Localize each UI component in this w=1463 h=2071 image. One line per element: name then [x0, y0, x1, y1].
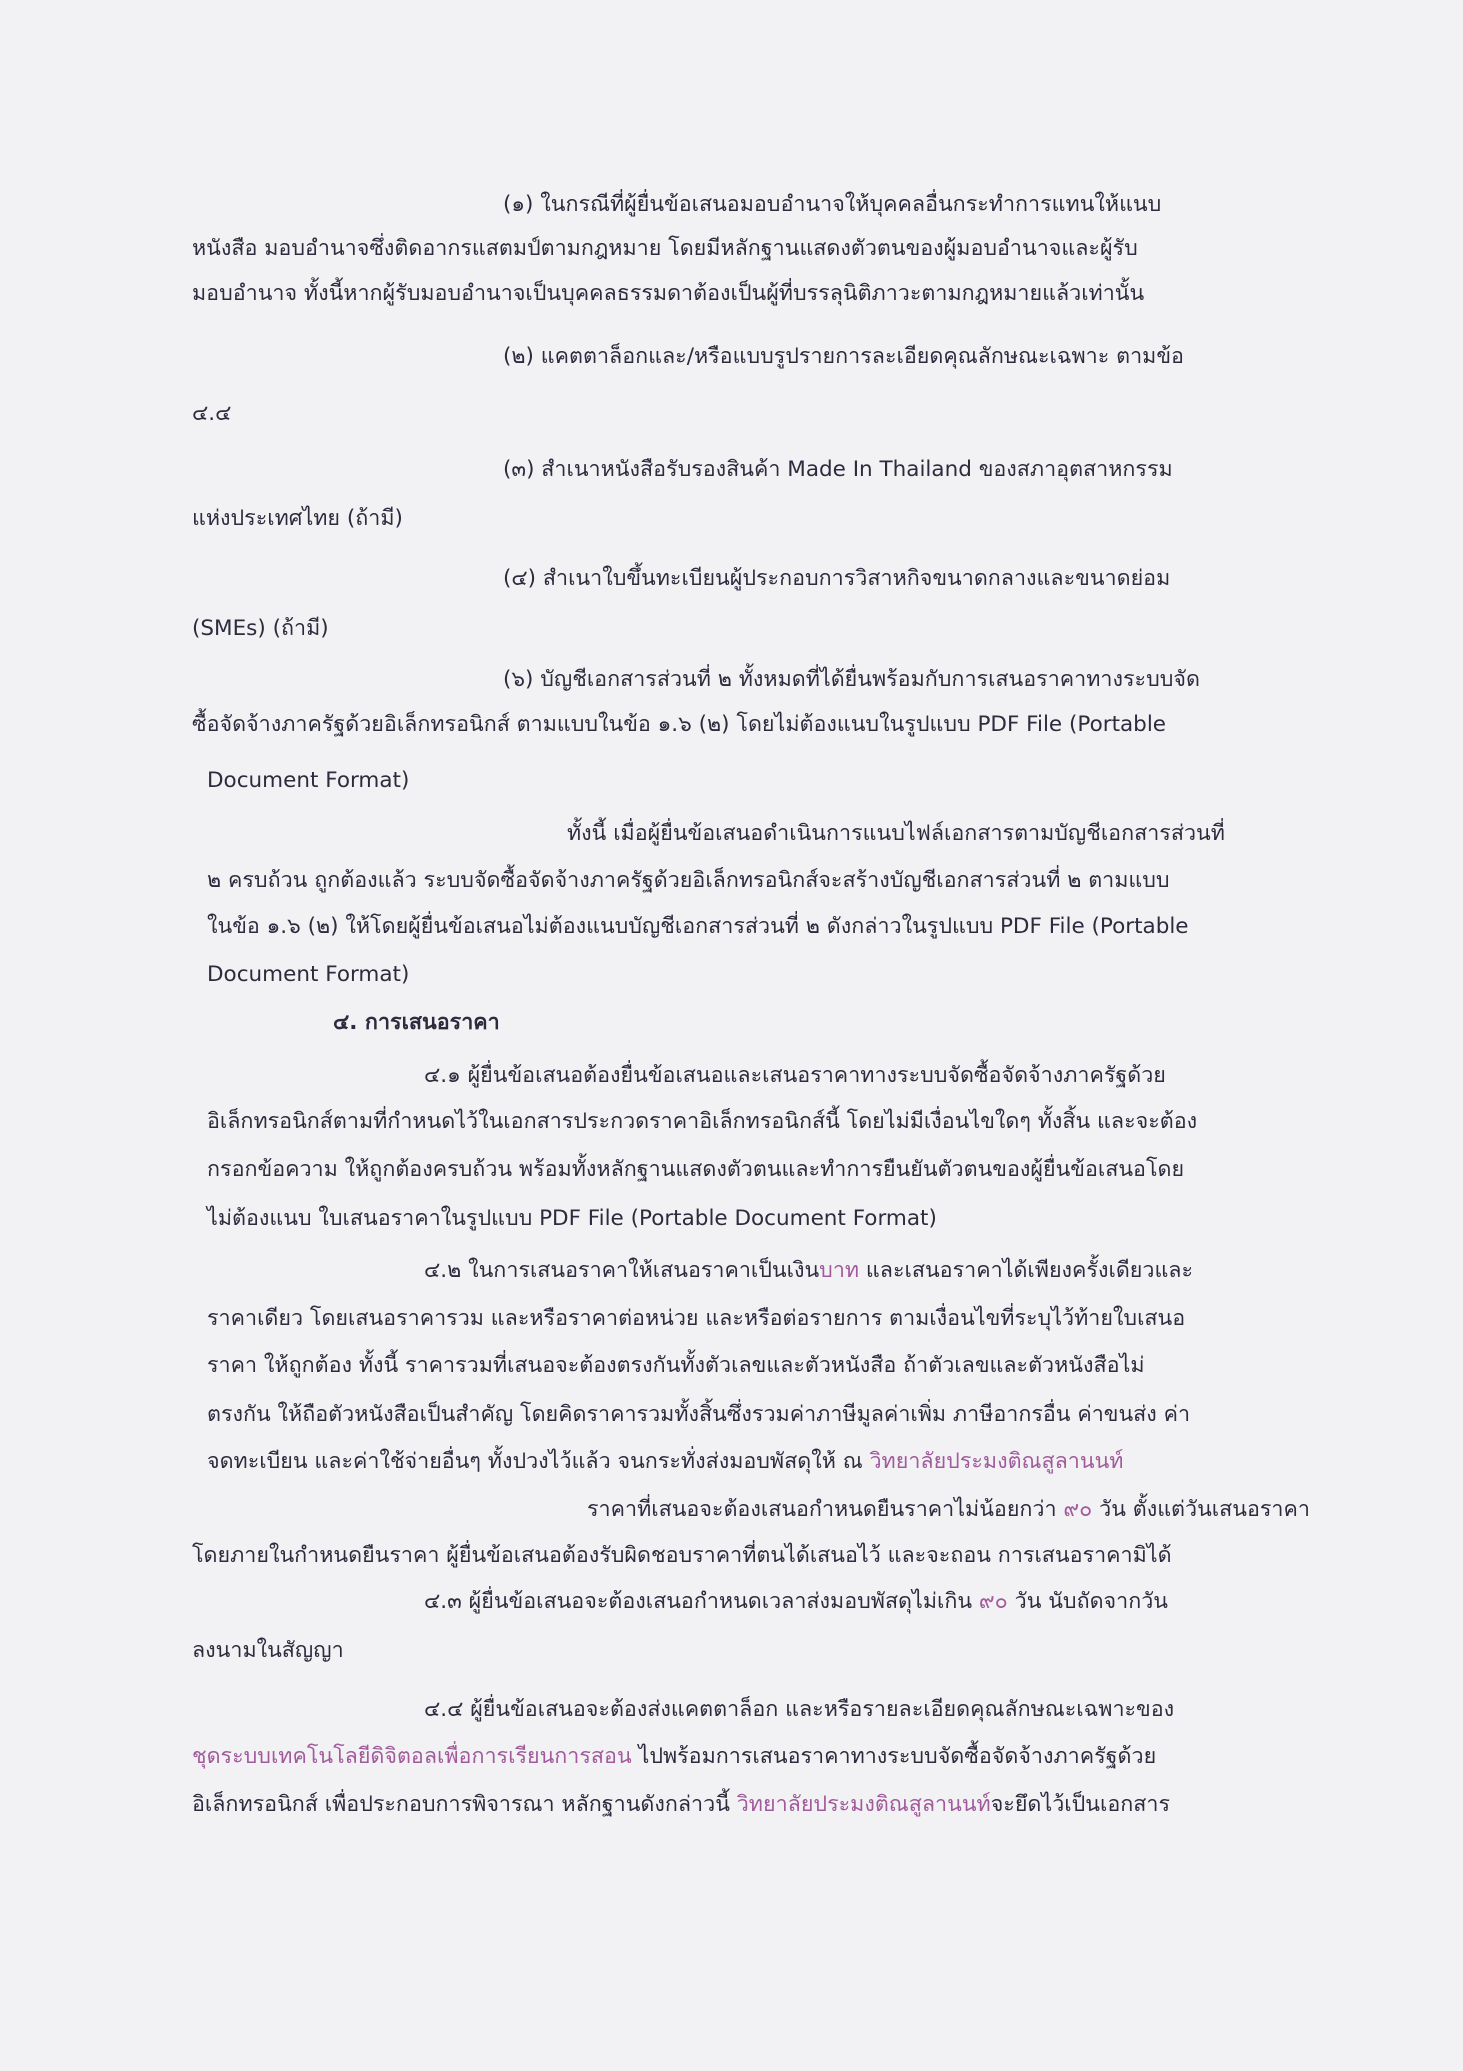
text-line: อิเล็กทรอนิกส์ตามที่กำหนดไว้ในเอกสารประกวดราคาอิเล็กทรอนิกส์นี้ โดยไม่มีเงื่อนไขใดๆ ทั้งสิ้น และจะต้อง: [207, 1109, 1198, 1134]
text-line: (SMEs) (ถ้ามี): [192, 616, 329, 641]
text-line: ในข้อ ๑.๖ (๒) ให้โดยผู้ยื่นข้อเสนอไม่ต้องแนบบัญชีเอกสารส่วนที่ ๒ ดังกล่าวในรูปแบบ PDF File (Portable: [207, 914, 1189, 939]
text-line: มอบอำนาจ ทั้งนี้หากผู้รับมอบอำนาจเป็นบุคคลธรรมดาต้องเป็นผู้ที่บรรลุนิติภาวะตามกฎหมายแล้วเท่านั้น: [192, 281, 1145, 306]
text-segment: ๔.๒ ในการเสนอราคาให้เสนอราคาเป็นเงิน: [424, 1258, 820, 1283]
text-segment: วัน นับถัดจากวัน: [1007, 1589, 1169, 1614]
text-segment: และเสนอราคาได้เพียงครั้งเดียวและ: [859, 1258, 1194, 1283]
text-line: ๔.๑ ผู้ยื่นข้อเสนอต้องยื่นข้อเสนอและเสนอราคาทางระบบจัดซื้อจัดจ้างภาครัฐด้วย: [424, 1063, 1166, 1088]
text-line: Document Format): [207, 768, 410, 793]
text-line: (๑) ในกรณีที่ผู้ยื่นข้อเสนอมอบอำนาจให้บุคคลอื่นกระทำการแทนให้แนบ: [503, 192, 1162, 217]
text-line: ราคาเดียว โดยเสนอราคารวม และหรือราคาต่อหน่วย และหรือต่อรายการ ตามเงื่อนไขที่ระบุไว้ท้ายใบเสนอ: [207, 1306, 1186, 1331]
highlighted-text: ๙๐: [1063, 1497, 1093, 1522]
text-line: ตรงกัน ให้ถือตัวหนังสือเป็นสำคัญ โดยคิดราคารวมทั้งสิ้นซึ่งรวมค่าภาษีมูลค่าเพิ่ม ภาษีอากรอื่น ค่าขนส่ง ค่า: [207, 1402, 1191, 1427]
text-line: [192, 1790, 1170, 1820]
text-segment: ๔.๓ ผู้ยื่นข้อเสนอจะต้องเสนอกำหนดเวลาส่งมอบพัสดุไม่เกิน: [424, 1589, 979, 1614]
highlighted-text: บาท: [819, 1258, 860, 1283]
text-line: [192, 1742, 1156, 1772]
section-heading: ๔. การเสนอราคา: [333, 1010, 500, 1035]
text-line: ลงนามในสัญญา: [192, 1638, 344, 1663]
text-line: ๔.๔: [192, 401, 232, 426]
text-segment: วัน ตั้งแต่วันเสนอราคา: [1092, 1497, 1310, 1522]
text-segment: จดทะเบียน และค่าใช้จ่ายอื่นๆ ทั้งปวงไว้แล้ว จนกระทั่งส่งมอบพัสดุให้ ณ: [207, 1449, 870, 1474]
text-segment: ราคาที่เสนอจะต้องเสนอกำหนดยืนราคาไม่น้อยกว่า: [587, 1497, 1064, 1522]
text-segment: ไปพร้อมการเสนอราคาทางระบบจัดซื้อจัดจ้างภาครัฐด้วย: [631, 1744, 1157, 1769]
text-segment: อิเล็กทรอนิกส์ เพื่อประกอบการพิจารณา หลักฐานดังกล่าวนี้: [192, 1792, 737, 1817]
text-line: แห่งประเทศไทย (ถ้ามี): [192, 506, 403, 531]
text-line: ซื้อจัดจ้างภาครัฐด้วยอิเล็กทรอนิกส์ ตามแบบในข้อ ๑.๖ (๒) โดยไม่ต้องแนบในรูปแบบ PDF File (Portable: [192, 712, 1167, 737]
text-line: [207, 1447, 1123, 1477]
text-line: (๔) สำเนาใบขึ้นทะเบียนผู้ประกอบการวิสาหกิจขนาดกลางและขนาดย่อม: [503, 566, 1171, 591]
text-line: กรอกข้อความ ให้ถูกต้องครบถ้วน พร้อมทั้งหลักฐานแสดงตัวตนและทำการยืนยันตัวตนของผู้ยื่นข้อเสนอโดย: [207, 1157, 1185, 1182]
highlighted-text: ๙๐: [978, 1589, 1008, 1614]
highlighted-text: ชุดระบบเทคโนโลยีดิจิตอลเพื่อการเรียนการสอน: [192, 1744, 632, 1769]
text-segment: จะยึดไว้เป็นเอกสาร: [990, 1792, 1170, 1817]
text-line: ราคา ให้ถูกต้อง ทั้งนี้ ราคารวมที่เสนอจะต้องตรงกันทั้งตัวเลขและตัวหนังสือ ถ้าตัวเลขและตัวหนังสือไม่: [207, 1353, 1145, 1378]
text-line: หนังสือ มอบอำนาจซึ่งติดอากรแสตมป์ตามกฎหมาย โดยมีหลักฐานแสดงตัวตนของผู้มอบอำนาจและผู้รับ: [192, 236, 1138, 261]
text-line: [424, 1587, 1168, 1617]
text-line: (๓) สำเนาหนังสือรับรองสินค้า Made In Thailand ของสภาอุตสาหกรรม: [503, 457, 1173, 482]
text-line: ๒ ครบถ้วน ถูกต้องแล้ว ระบบจัดซื้อจัดจ้างภาครัฐด้วยอิเล็กทรอนิกส์จะสร้างบัญชีเอกสารส่วนที่ ๒ ตามแบบ: [207, 868, 1170, 893]
highlighted-text: วิทยาลัยประมงติณสูลานนท์: [869, 1449, 1124, 1474]
text-line: ทั้งนี้ เมื่อผู้ยื่นข้อเสนอดำเนินการแนบไฟล์เอกสารตามบัญชีเอกสารส่วนที่: [567, 821, 1225, 846]
text-line: โดยภายในกำหนดยืนราคา ผู้ยื่นข้อเสนอต้องรับผิดชอบราคาที่ตนได้เสนอไว้ และจะถอน การเสนอราคามิได้: [192, 1543, 1172, 1568]
highlighted-text: วิทยาลัยประมงติณสูลานนท์: [736, 1792, 991, 1817]
text-line: ไม่ต้องแนบ ใบเสนอราคาในรูปแบบ PDF File (Portable Document Format): [207, 1206, 937, 1231]
text-line: (๒) แคตตาล็อกและ/หรือแบบรูปรายการละเอียดคุณลักษณะเฉพาะ ตามข้อ: [503, 344, 1184, 369]
text-line: Document Format): [207, 962, 410, 987]
text-line: ๔.๔ ผู้ยื่นข้อเสนอจะต้องส่งแคตตาล็อก และหรือรายละเอียดคุณลักษณะเฉพาะของ: [424, 1697, 1175, 1722]
text-line: [424, 1256, 1193, 1286]
text-line: (๖) บัญชีเอกสารส่วนที่ ๒ ทั้งหมดที่ได้ยื่นพร้อมกับการเสนอราคาทางระบบจัด: [503, 667, 1200, 692]
text-line: [587, 1495, 1310, 1525]
